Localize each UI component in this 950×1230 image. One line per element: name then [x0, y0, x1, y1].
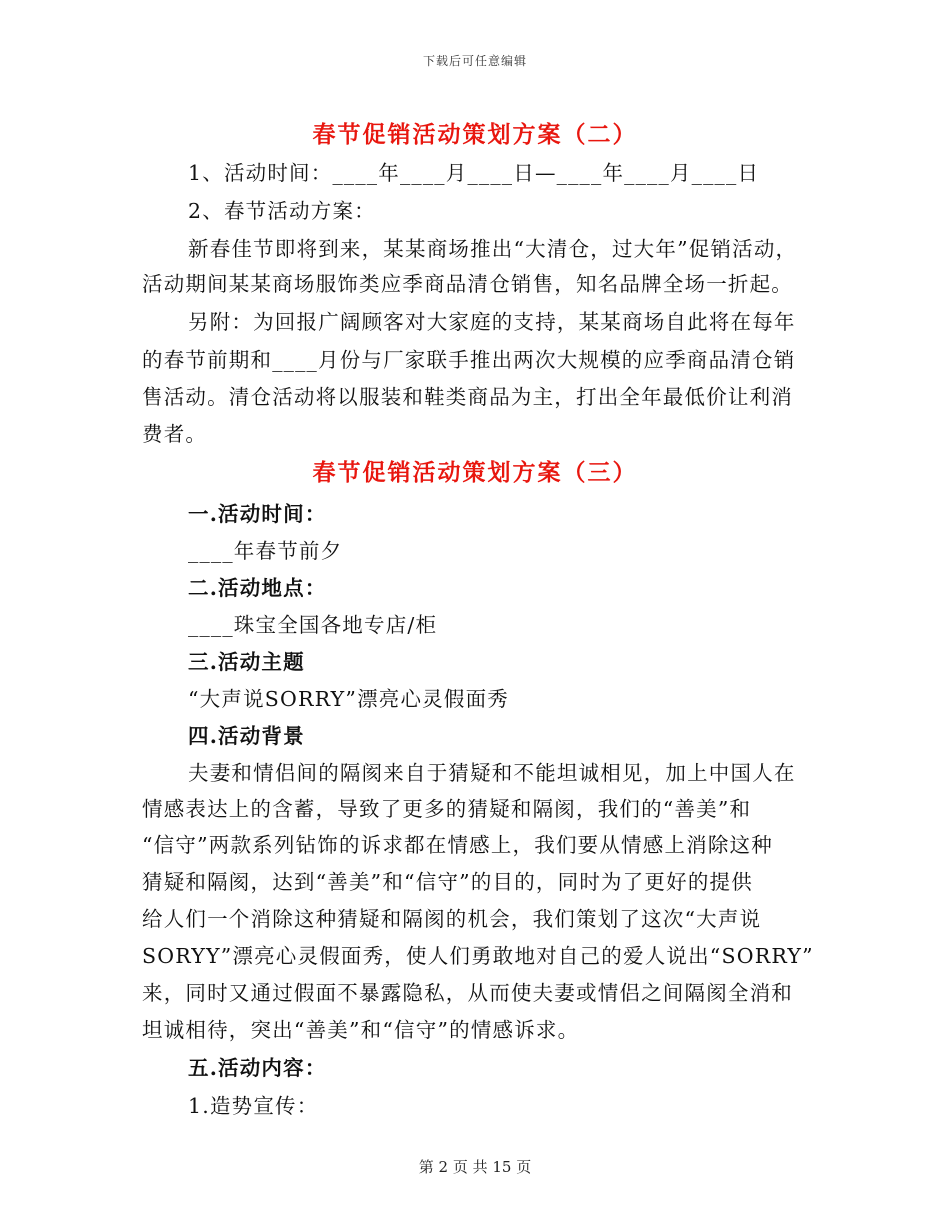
paragraph-line: SORYY”漂亮心灵假面秀，使人们勇敢地对自己的爱人说出“SORRY”: [142, 944, 814, 968]
paragraph-line: 售活动。清仓活动将以服装和鞋类商品为主，打出全年最低价让利消: [142, 385, 793, 409]
heading-activity-background: 四.活动背景: [188, 724, 305, 748]
paragraph-line: 夫妻和情侣间的隔阂来自于猜疑和不能坦诚相见，加上中国人在: [188, 761, 796, 785]
heading-activity-location: 二.活动地点：: [188, 576, 327, 600]
paragraph-line: 给人们一个消除这种猜疑和隔阂的机会，我们策划了这次“大声说: [142, 907, 762, 931]
heading-activity-theme: 三.活动主题: [188, 650, 305, 674]
activity-theme-text: “大声说SORRY”漂亮心灵假面秀: [188, 687, 509, 711]
paragraph-line: 猜疑和隔阂，达到“善美”和“信守”的目的，同时为了更好的提供: [142, 870, 753, 894]
paragraph-line: 活动期间某某商场服饰类应季商品清仓销售，知名品牌全场一折起。: [142, 272, 793, 296]
paragraph-line: 费者。: [142, 422, 208, 446]
paragraph-line: 情感表达上的含蓄，导致了更多的猜疑和隔阂，我们的“善美”和: [142, 797, 752, 821]
paragraph-line: 坦诚相待，突出“善美”和“信守”的情感诉求。: [142, 1018, 580, 1042]
heading-activity-time: 一.活动时间：: [188, 502, 327, 526]
paragraph-line: “信守”两款系列钻饰的诉求都在情感上，我们要从情感上消除这种: [142, 833, 773, 857]
content-item-line: 1.造势宣传：: [188, 1094, 319, 1118]
section-title-2: 春节促销活动策划方案（二）: [312, 121, 638, 148]
section-title-3: 春节促销活动策划方案（三）: [312, 459, 638, 486]
paragraph-line: 新春佳节即将到来，某某商场推出“大清仓，过大年”促销活动，: [188, 237, 798, 261]
page-header-note: 下载后可任意编辑: [422, 54, 527, 68]
paragraph-line: 的春节前期和____月份与厂家联手推出两次大规模的应季商品清仓销: [142, 348, 796, 372]
plan-heading-line: 2、春节活动方案：: [188, 199, 376, 223]
paragraph-line: 另附：为回报广阔顾客对大家庭的支持，某某商场自此将在每年: [188, 310, 796, 334]
activity-time-text: ____年春节前夕: [188, 539, 343, 563]
page-number-footer: 第 2 页 共 15 页: [418, 1158, 532, 1176]
activity-location-text: ____珠宝全国各地专店/柜: [188, 613, 438, 637]
activity-time-line: 1、活动时间：____年____月____日—____年____月____日: [188, 161, 760, 185]
heading-activity-content: 五.活动内容：: [188, 1056, 327, 1080]
paragraph-line: 来，同时又通过假面不暴露隐私，从而使夫妻或情侣之间隔阂全消和: [142, 981, 793, 1005]
